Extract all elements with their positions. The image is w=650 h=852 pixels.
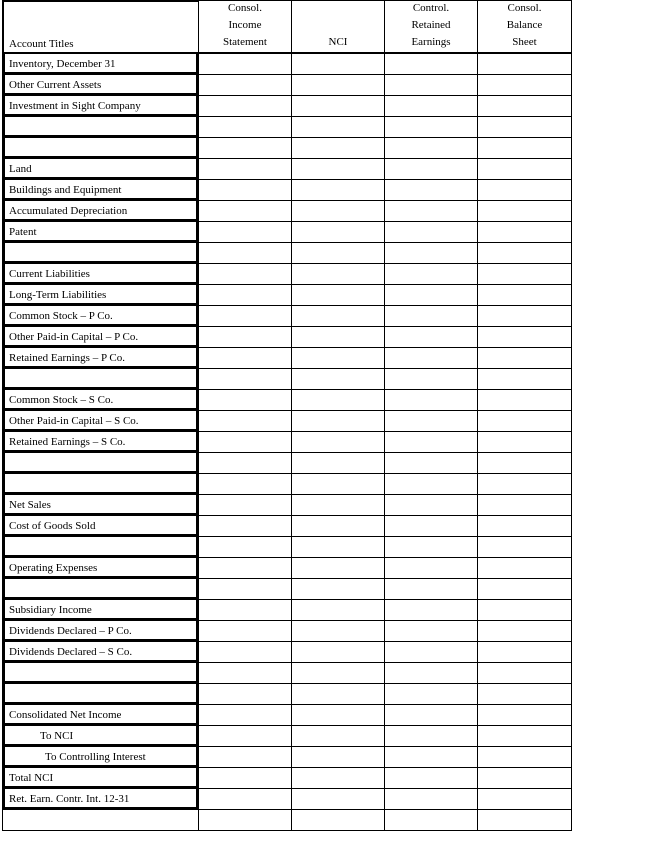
account-title-label: Subsidiary Income xyxy=(9,604,92,616)
consol-income-statement-cell[interactable] xyxy=(199,579,292,600)
table-row xyxy=(2,558,572,579)
control-retained-earnings-cell[interactable] xyxy=(385,705,478,726)
nci-cell[interactable] xyxy=(292,810,385,831)
control-retained-earnings-cell[interactable] xyxy=(385,558,478,579)
account-title-cell[interactable] xyxy=(2,369,199,390)
account-title-label: To Controlling Interest xyxy=(45,751,146,763)
control-retained-earnings-cell[interactable] xyxy=(385,96,478,117)
table-row xyxy=(2,96,572,117)
control-retained-earnings-cell[interactable] xyxy=(385,411,478,432)
control-retained-earnings-cell[interactable] xyxy=(385,369,478,390)
consol-balance-sheet-cell[interactable] xyxy=(478,327,572,348)
account-title-label: Other Paid-in Capital – P Co. xyxy=(9,331,139,343)
nci-cell[interactable] xyxy=(292,705,385,726)
account-title-cell[interactable] xyxy=(2,306,199,327)
table-row xyxy=(2,768,572,789)
nci-cell[interactable] xyxy=(292,663,385,684)
consol-income-statement-cell[interactable] xyxy=(199,348,292,369)
account-title-cell[interactable] xyxy=(2,222,199,243)
account-title-cell[interactable] xyxy=(2,390,199,411)
table-row xyxy=(2,75,572,96)
account-title-cell[interactable] xyxy=(2,789,199,810)
nci-cell[interactable] xyxy=(292,243,385,264)
account-title-cell[interactable] xyxy=(2,159,199,180)
table-row xyxy=(2,726,572,747)
consol-income-statement-cell[interactable] xyxy=(199,75,292,96)
account-title-cell[interactable] xyxy=(2,117,199,138)
consol-income-statement-cell[interactable] xyxy=(199,96,292,117)
consol-income-statement-cell[interactable] xyxy=(199,516,292,537)
control-retained-earnings-cell[interactable] xyxy=(385,264,478,285)
consol-balance-sheet-cell[interactable] xyxy=(478,348,572,369)
account-title-cell[interactable] xyxy=(2,579,199,600)
account-title-label: Retained Earnings – S Co. xyxy=(9,436,126,448)
account-title-label: Cost of Goods Sold xyxy=(9,520,96,532)
control-retained-earnings-cell[interactable] xyxy=(385,327,478,348)
consol-balance-sheet-cell[interactable] xyxy=(478,96,572,117)
nci-cell[interactable] xyxy=(292,579,385,600)
table-row xyxy=(2,54,572,75)
nci-cell[interactable] xyxy=(292,474,385,495)
nci-cell[interactable] xyxy=(292,285,385,306)
consol-balance-sheet-cell[interactable] xyxy=(478,180,572,201)
control-retained-earnings-cell[interactable] xyxy=(385,285,478,306)
consol-income-statement-cell[interactable] xyxy=(199,432,292,453)
header-nci xyxy=(292,0,385,54)
account-title-cell[interactable] xyxy=(2,726,199,747)
account-title-cell[interactable] xyxy=(2,96,199,117)
consol-income-statement-cell[interactable] xyxy=(199,768,292,789)
consol-balance-sheet-cell[interactable] xyxy=(478,558,572,579)
account-title-label: Investment in Sight Company xyxy=(9,100,141,112)
table-row xyxy=(2,159,572,180)
consol-balance-sheet-cell[interactable] xyxy=(478,201,572,222)
consol-balance-sheet-cell[interactable] xyxy=(478,453,572,474)
account-title-cell[interactable] xyxy=(2,453,199,474)
control-retained-earnings-cell[interactable] xyxy=(385,684,478,705)
consol-balance-sheet-cell[interactable] xyxy=(478,264,572,285)
account-title-cell[interactable] xyxy=(2,75,199,96)
table-row xyxy=(2,453,572,474)
table-row xyxy=(2,579,572,600)
nci-cell[interactable] xyxy=(292,768,385,789)
consol-balance-sheet-cell[interactable] xyxy=(478,642,572,663)
consol-income-statement-cell[interactable] xyxy=(199,684,292,705)
table-row xyxy=(2,264,572,285)
consol-balance-sheet-cell[interactable] xyxy=(478,222,572,243)
table-row xyxy=(2,663,572,684)
consol-income-statement-cell[interactable] xyxy=(199,789,292,810)
consol-income-statement-cell[interactable] xyxy=(199,474,292,495)
consol-balance-sheet-cell[interactable] xyxy=(478,474,572,495)
table-row xyxy=(2,348,572,369)
table-row xyxy=(2,180,572,201)
control-retained-earnings-cell[interactable] xyxy=(385,453,478,474)
account-title-cell[interactable] xyxy=(2,201,199,222)
nci-cell[interactable] xyxy=(292,180,385,201)
table-row xyxy=(2,117,572,138)
table-row xyxy=(2,138,572,159)
consol-balance-sheet-cell[interactable] xyxy=(478,810,572,831)
consol-income-statement-cell[interactable] xyxy=(199,264,292,285)
consol-balance-sheet-cell[interactable] xyxy=(478,768,572,789)
account-title-cell[interactable] xyxy=(2,243,199,264)
consol-balance-sheet-cell[interactable] xyxy=(478,516,572,537)
account-title-label: Current Liabilities xyxy=(9,268,90,280)
account-title-label: Other Paid-in Capital – S Co. xyxy=(9,415,139,427)
consol-balance-sheet-cell[interactable] xyxy=(478,243,572,264)
table-row xyxy=(2,369,572,390)
consol-income-statement-cell[interactable] xyxy=(199,306,292,327)
header-consol-balance-sheet xyxy=(478,0,572,54)
consol-balance-sheet-cell[interactable] xyxy=(478,159,572,180)
worksheet-rows xyxy=(2,54,572,831)
consol-income-statement-cell[interactable] xyxy=(199,453,292,474)
account-title-cell[interactable] xyxy=(2,348,199,369)
table-row xyxy=(2,600,572,621)
control-retained-earnings-cell[interactable] xyxy=(385,600,478,621)
account-title-label: Operating Expenses xyxy=(9,562,98,574)
nci-cell[interactable] xyxy=(292,747,385,768)
control-retained-earnings-cell[interactable] xyxy=(385,747,478,768)
consol-income-statement-cell[interactable] xyxy=(199,180,292,201)
table-row xyxy=(2,747,572,768)
account-title-label: Accumulated Depreciation xyxy=(9,205,128,217)
consol-income-statement-cell[interactable] xyxy=(199,558,292,579)
account-title-cell[interactable] xyxy=(2,180,199,201)
consol-income-statement-cell[interactable] xyxy=(199,222,292,243)
consol-income-statement-heading: Consol. Income Statement xyxy=(223,2,267,48)
consol-income-statement-cell[interactable] xyxy=(199,726,292,747)
nci-cell[interactable] xyxy=(292,432,385,453)
consol-balance-sheet-cell[interactable] xyxy=(478,285,572,306)
consol-balance-sheet-cell[interactable] xyxy=(478,705,572,726)
control-retained-earnings-cell[interactable] xyxy=(385,642,478,663)
account-title-label: Land xyxy=(9,163,32,175)
nci-cell[interactable] xyxy=(292,117,385,138)
consol-income-statement-cell[interactable] xyxy=(199,327,292,348)
control-retained-earnings-cell[interactable] xyxy=(385,432,478,453)
nci-cell[interactable] xyxy=(292,453,385,474)
control-retained-earnings-heading: Control. Retained Earnings xyxy=(411,2,451,48)
control-retained-earnings-cell[interactable] xyxy=(385,579,478,600)
consol-income-statement-cell[interactable] xyxy=(199,138,292,159)
consol-income-statement-cell[interactable] xyxy=(199,810,292,831)
table-row xyxy=(2,306,572,327)
table-row xyxy=(2,516,572,537)
consol-balance-sheet-cell[interactable] xyxy=(478,600,572,621)
table-row xyxy=(2,474,572,495)
control-retained-earnings-cell[interactable] xyxy=(385,138,478,159)
consol-balance-sheet-cell[interactable] xyxy=(478,495,572,516)
consol-income-statement-cell[interactable] xyxy=(199,54,292,75)
nci-heading: NCI xyxy=(328,36,348,48)
table-row xyxy=(2,537,572,558)
header-consol-income-statement xyxy=(199,0,292,54)
account-title-label: Patent xyxy=(9,226,37,238)
nci-cell[interactable] xyxy=(292,138,385,159)
consol-income-statement-cell[interactable] xyxy=(199,537,292,558)
nci-cell[interactable] xyxy=(292,726,385,747)
account-title-cell[interactable] xyxy=(2,432,199,453)
nci-cell[interactable] xyxy=(292,369,385,390)
control-retained-earnings-cell[interactable] xyxy=(385,117,478,138)
nci-cell[interactable] xyxy=(292,495,385,516)
account-title-label: Total NCI xyxy=(9,772,54,784)
control-retained-earnings-cell[interactable] xyxy=(385,810,478,831)
control-retained-earnings-cell[interactable] xyxy=(385,180,478,201)
consol-income-statement-cell[interactable] xyxy=(199,411,292,432)
consol-balance-sheet-cell[interactable] xyxy=(478,747,572,768)
account-title-label: Consolidated Net Income xyxy=(9,709,122,721)
nci-cell[interactable] xyxy=(292,537,385,558)
account-title-cell[interactable] xyxy=(2,684,199,705)
table-row xyxy=(2,642,572,663)
control-retained-earnings-cell[interactable] xyxy=(385,306,478,327)
nci-cell[interactable] xyxy=(292,411,385,432)
nci-cell[interactable] xyxy=(292,96,385,117)
control-retained-earnings-cell[interactable] xyxy=(385,243,478,264)
account-title-label: Ret. Earn. Contr. Int. 12-31 xyxy=(9,793,130,805)
control-retained-earnings-cell[interactable] xyxy=(385,390,478,411)
account-title-label: Common Stock – P Co. xyxy=(9,310,113,322)
consol-balance-sheet-cell[interactable] xyxy=(478,537,572,558)
consol-income-statement-cell[interactable] xyxy=(199,642,292,663)
account-title-label: Retained Earnings – P Co. xyxy=(9,352,125,364)
account-title-label: Dividends Declared – P Co. xyxy=(9,625,132,637)
header-account-titles xyxy=(2,0,199,54)
consol-balance-sheet-cell[interactable] xyxy=(478,117,572,138)
account-title-label: Buildings and Equipment xyxy=(9,184,122,196)
control-retained-earnings-cell[interactable] xyxy=(385,474,478,495)
account-title-cell[interactable] xyxy=(2,621,199,642)
control-retained-earnings-cell[interactable] xyxy=(385,537,478,558)
table-row xyxy=(2,810,572,831)
account-title-cell[interactable] xyxy=(2,285,199,306)
account-title-label: Inventory, December 31 xyxy=(9,58,116,70)
nci-cell[interactable] xyxy=(292,684,385,705)
account-title-label: Long-Term Liabilities xyxy=(9,289,107,301)
table-row xyxy=(2,285,572,306)
consol-income-statement-cell[interactable] xyxy=(199,705,292,726)
consolidation-worksheet xyxy=(2,0,572,831)
nci-cell[interactable] xyxy=(292,390,385,411)
nci-cell[interactable] xyxy=(292,159,385,180)
control-retained-earnings-cell[interactable] xyxy=(385,516,478,537)
consol-balance-sheet-cell[interactable] xyxy=(478,432,572,453)
consol-balance-sheet-cell[interactable] xyxy=(478,726,572,747)
nci-cell[interactable] xyxy=(292,201,385,222)
account-title-label: Common Stock – S Co. xyxy=(9,394,114,406)
account-title-cell[interactable] xyxy=(2,642,199,663)
account-title-label: To NCI xyxy=(40,730,74,742)
nci-cell[interactable] xyxy=(292,348,385,369)
account-title-cell[interactable] xyxy=(2,810,199,831)
account-title-cell[interactable] xyxy=(2,558,199,579)
nci-cell[interactable] xyxy=(292,327,385,348)
control-retained-earnings-cell[interactable] xyxy=(385,768,478,789)
nci-cell[interactable] xyxy=(292,516,385,537)
nci-cell[interactable] xyxy=(292,306,385,327)
consol-income-statement-cell[interactable] xyxy=(199,747,292,768)
account-title-cell[interactable] xyxy=(2,663,199,684)
table-row xyxy=(2,789,572,810)
nci-cell[interactable] xyxy=(292,264,385,285)
table-row xyxy=(2,201,572,222)
nci-cell[interactable] xyxy=(292,558,385,579)
consol-income-statement-cell[interactable] xyxy=(199,285,292,306)
consol-balance-sheet-cell[interactable] xyxy=(478,663,572,684)
consol-income-statement-cell[interactable] xyxy=(199,201,292,222)
consol-balance-sheet-cell[interactable] xyxy=(478,306,572,327)
consol-income-statement-cell[interactable] xyxy=(199,621,292,642)
account-title-cell[interactable] xyxy=(2,474,199,495)
table-row xyxy=(2,684,572,705)
account-title-label: Net Sales xyxy=(9,499,51,511)
account-title-label: Other Current Assets xyxy=(9,79,102,91)
table-row xyxy=(2,432,572,453)
control-retained-earnings-cell[interactable] xyxy=(385,726,478,747)
control-retained-earnings-cell[interactable] xyxy=(385,495,478,516)
consol-income-statement-cell[interactable] xyxy=(199,243,292,264)
nci-cell[interactable] xyxy=(292,600,385,621)
account-title-cell[interactable] xyxy=(2,600,199,621)
account-title-cell[interactable] xyxy=(2,327,199,348)
account-title-cell[interactable] xyxy=(2,705,199,726)
consol-balance-sheet-cell[interactable] xyxy=(478,684,572,705)
consol-balance-sheet-cell[interactable] xyxy=(478,138,572,159)
table-row xyxy=(2,411,572,432)
account-title-cell[interactable] xyxy=(2,768,199,789)
consol-income-statement-cell[interactable] xyxy=(199,495,292,516)
account-title-cell[interactable] xyxy=(2,495,199,516)
consol-income-statement-cell[interactable] xyxy=(199,600,292,621)
control-retained-earnings-cell[interactable] xyxy=(385,663,478,684)
nci-cell[interactable] xyxy=(292,789,385,810)
consol-income-statement-cell[interactable] xyxy=(199,390,292,411)
account-title-cell[interactable] xyxy=(2,264,199,285)
consol-balance-sheet-cell[interactable] xyxy=(478,75,572,96)
consol-income-statement-cell[interactable] xyxy=(199,369,292,390)
table-row xyxy=(2,390,572,411)
consol-balance-sheet-heading: Consol. Balance Sheet xyxy=(506,2,543,48)
account-title-cell[interactable] xyxy=(2,54,199,75)
account-title-label: Dividends Declared – S Co. xyxy=(9,646,133,658)
consol-income-statement-cell[interactable] xyxy=(199,159,292,180)
account-titles-heading: Account Titles xyxy=(9,38,74,50)
consol-balance-sheet-cell[interactable] xyxy=(478,390,572,411)
account-title-cell[interactable] xyxy=(2,537,199,558)
account-title-cell[interactable] xyxy=(2,747,199,768)
nci-cell[interactable] xyxy=(292,642,385,663)
account-title-cell[interactable] xyxy=(2,411,199,432)
table-row xyxy=(2,327,572,348)
table-row xyxy=(2,222,572,243)
consol-balance-sheet-cell[interactable] xyxy=(478,579,572,600)
control-retained-earnings-cell[interactable] xyxy=(385,621,478,642)
table-row xyxy=(2,243,572,264)
header-control-retained-earnings xyxy=(385,0,478,54)
control-retained-earnings-cell[interactable] xyxy=(385,75,478,96)
control-retained-earnings-cell[interactable] xyxy=(385,54,478,75)
nci-cell[interactable] xyxy=(292,222,385,243)
consol-balance-sheet-cell[interactable] xyxy=(478,411,572,432)
nci-cell[interactable] xyxy=(292,75,385,96)
control-retained-earnings-cell[interactable] xyxy=(385,159,478,180)
consol-balance-sheet-cell[interactable] xyxy=(478,621,572,642)
control-retained-earnings-cell[interactable] xyxy=(385,222,478,243)
control-retained-earnings-cell[interactable] xyxy=(385,348,478,369)
table-row xyxy=(2,495,572,516)
consol-income-statement-cell[interactable] xyxy=(199,663,292,684)
consol-balance-sheet-cell[interactable] xyxy=(478,369,572,390)
consol-income-statement-cell[interactable] xyxy=(199,117,292,138)
nci-cell[interactable] xyxy=(292,54,385,75)
table-row xyxy=(2,621,572,642)
header-row xyxy=(2,0,572,54)
account-title-cell[interactable] xyxy=(2,516,199,537)
consol-balance-sheet-cell[interactable] xyxy=(478,789,572,810)
consol-balance-sheet-cell[interactable] xyxy=(478,54,572,75)
nci-cell[interactable] xyxy=(292,621,385,642)
control-retained-earnings-cell[interactable] xyxy=(385,201,478,222)
control-retained-earnings-cell[interactable] xyxy=(385,789,478,810)
account-title-cell[interactable] xyxy=(2,138,199,159)
table-row xyxy=(2,705,572,726)
